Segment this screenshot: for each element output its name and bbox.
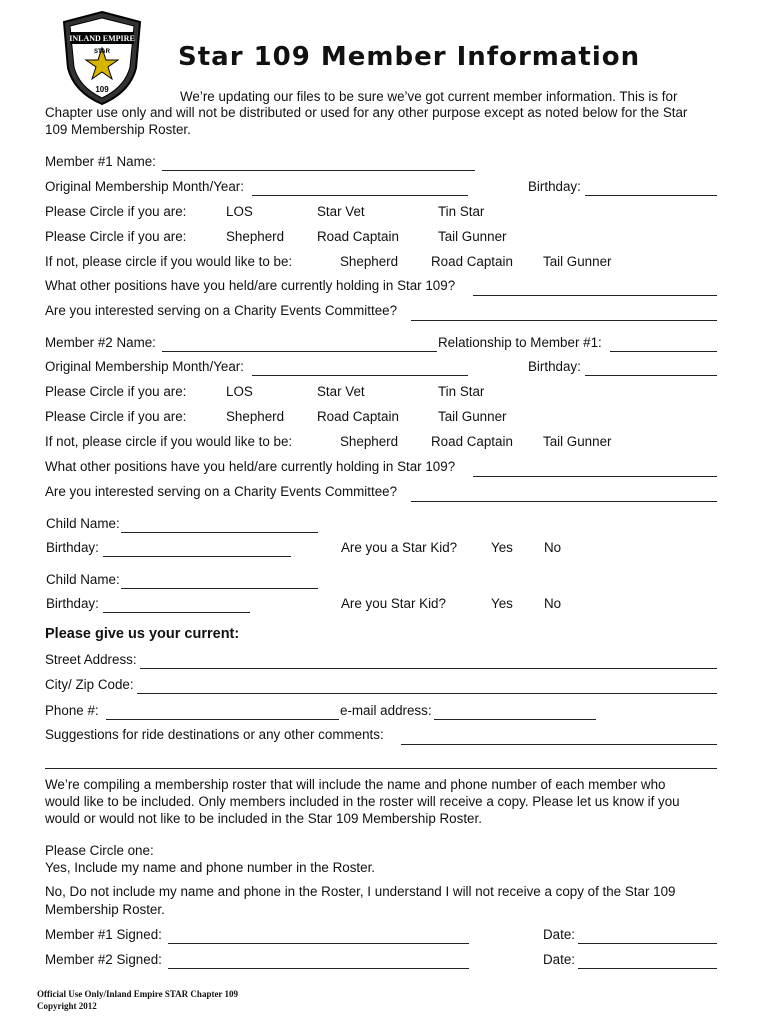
member1-orig-membership-field[interactable]	[252, 195, 468, 196]
phone-label: Phone #:	[45, 703, 99, 718]
suggestions-field-line-1[interactable]	[401, 744, 717, 745]
svg-text:STAR: STAR	[94, 49, 110, 55]
child1-birthday-field[interactable]	[103, 556, 291, 557]
member2-role-tin-star[interactable]: Tin Star	[438, 384, 485, 399]
city-zip-label: City/ Zip Code:	[45, 677, 134, 692]
street-address-field[interactable]	[140, 668, 717, 669]
member1-name-field[interactable]	[162, 170, 475, 171]
child1-star-kid-yes[interactable]: Yes	[491, 540, 513, 555]
intro-line-3: 109 Membership Roster.	[45, 122, 191, 137]
contact-heading: Please give us your current:	[45, 626, 240, 642]
member2-circle-label-2: Please Circle if you are:	[45, 409, 187, 424]
member2-orig-membership-field[interactable]	[252, 375, 468, 376]
child2-star-kid-label: Are you Star Kid?	[341, 596, 446, 611]
member2-name-label: Member #2 Name:	[45, 335, 156, 350]
email-field[interactable]	[434, 719, 596, 720]
member2-date-field[interactable]	[578, 968, 717, 969]
circle-one-label: Please Circle one:	[45, 843, 154, 858]
intro-line-1: We’re updating our files to be sure we’ve got current member information. This is for	[180, 89, 678, 104]
member2-role-los[interactable]: LOS	[226, 384, 253, 399]
member1-date-field[interactable]	[578, 943, 717, 944]
member1-name-label: Member #1 Name:	[45, 154, 156, 169]
member2-circle-label-1: Please Circle if you are:	[45, 384, 187, 399]
member1-wish-tail-gunner[interactable]: Tail Gunner	[543, 254, 612, 269]
member2-wish-road-captain[interactable]: Road Captain	[431, 434, 513, 449]
member2-other-positions-label: What other positions have you held/are currently holding in Star 109?	[45, 459, 456, 474]
chapter-badge-logo	[60, 10, 144, 106]
member1-role-shepherd[interactable]: Shepherd	[226, 229, 285, 244]
member1-birthday-label: Birthday:	[528, 179, 581, 194]
footer-copyright: Copyright 2012	[37, 1001, 97, 1011]
child2-birthday-field[interactable]	[103, 612, 250, 613]
footer-official-use: Official Use Only/Inland Empire STAR Chapter 109	[37, 989, 239, 999]
member1-role-star-vet[interactable]: Star Vet	[317, 204, 365, 219]
member2-if-not-label: If not, please circle if you would like to be:	[45, 434, 293, 449]
member1-date-label: Date:	[543, 927, 576, 942]
phone-field[interactable]	[106, 719, 339, 720]
member1-birthday-field[interactable]	[585, 195, 717, 196]
member2-date-label: Date:	[543, 952, 576, 967]
intro-line-2: Chapter use only and will not be distributed or used for any other purpose except as noted below for the Star	[45, 105, 688, 120]
roster-yes-option[interactable]: Yes, Include my name and phone number in the Roster.	[45, 860, 376, 875]
roster-line-2: would like to be included. Only members included in the roster will receive a copy. Please let us know if you	[45, 794, 680, 809]
member1-role-los[interactable]: LOS	[226, 204, 253, 219]
member1-other-positions-field[interactable]	[473, 295, 717, 296]
child1-star-kid-no[interactable]: No	[544, 540, 562, 555]
child2-name-label: Child Name:	[46, 572, 120, 587]
street-address-label: Street Address:	[45, 652, 137, 667]
member1-signed-label: Member #1 Signed:	[45, 927, 162, 942]
page-title: Star 109 Member Information	[178, 42, 641, 72]
member1-circle-label-2: Please Circle if you are:	[45, 229, 187, 244]
member1-role-road-captain[interactable]: Road Captain	[317, 229, 399, 244]
member2-charity-label: Are you interested serving on a Charity Events Committee?	[45, 484, 398, 499]
member2-role-tail-gunner[interactable]: Tail Gunner	[438, 409, 507, 424]
member1-other-positions-label: What other positions have you held/are currently holding in Star 109?	[45, 278, 456, 293]
child1-name-label: Child Name:	[46, 516, 120, 531]
child2-star-kid-yes[interactable]: Yes	[491, 596, 513, 611]
child2-name-field[interactable]	[121, 588, 318, 589]
member2-orig-membership-label: Original Membership Month/Year:	[45, 359, 244, 374]
suggestions-field-line-2[interactable]	[45, 768, 717, 769]
suggestions-label: Suggestions for ride destinations or any other comments:	[45, 727, 384, 742]
member2-wish-tail-gunner[interactable]: Tail Gunner	[543, 434, 612, 449]
child1-star-kid-label: Are you a Star Kid?	[341, 540, 458, 555]
member2-signature-field[interactable]	[168, 968, 469, 969]
member1-if-not-label: If not, please circle if you would like to be:	[45, 254, 293, 269]
member1-orig-membership-label: Original Membership Month/Year:	[45, 179, 244, 194]
city-zip-field[interactable]	[137, 693, 717, 694]
member1-role-tin-star[interactable]: Tin Star	[438, 204, 485, 219]
child1-name-field[interactable]	[121, 532, 318, 533]
member2-charity-field[interactable]	[411, 501, 717, 502]
member2-other-positions-field[interactable]	[473, 476, 717, 477]
member1-charity-label: Are you interested serving on a Charity Events Committee?	[45, 303, 398, 318]
member2-wish-shepherd[interactable]: Shepherd	[340, 434, 399, 449]
child2-star-kid-no[interactable]: No	[544, 596, 562, 611]
svg-text:INLAND EMPIRE: INLAND EMPIRE	[69, 34, 135, 43]
member2-birthday-label: Birthday:	[528, 359, 581, 374]
member2-relationship-field[interactable]	[610, 351, 717, 352]
member1-charity-field[interactable]	[411, 320, 717, 321]
child2-birthday-label: Birthday:	[46, 596, 99, 611]
member1-wish-road-captain[interactable]: Road Captain	[431, 254, 513, 269]
member1-role-tail-gunner[interactable]: Tail Gunner	[438, 229, 507, 244]
email-label: e-mail address:	[340, 703, 432, 718]
member2-role-shepherd[interactable]: Shepherd	[226, 409, 285, 424]
member2-role-star-vet[interactable]: Star Vet	[317, 384, 365, 399]
member2-birthday-field[interactable]	[585, 375, 717, 376]
member1-signature-field[interactable]	[168, 943, 469, 944]
roster-line-1: We’re compiling a membership roster that will include the name and phone number of each member who	[45, 777, 666, 792]
roster-line-3: would or would not like to be included in the Star 109 Membership Roster.	[45, 811, 482, 826]
member2-signed-label: Member #2 Signed:	[45, 952, 162, 967]
member2-name-field[interactable]	[162, 351, 437, 352]
member1-circle-label-1: Please Circle if you are:	[45, 204, 187, 219]
member2-role-road-captain[interactable]: Road Captain	[317, 409, 399, 424]
roster-no-option-line-1[interactable]: No, Do not include my name and phone in the Roster, I understand I will not receive a copy of the Star 109	[45, 884, 676, 899]
member1-wish-shepherd[interactable]: Shepherd	[340, 254, 399, 269]
svg-text:109: 109	[95, 85, 109, 94]
member2-relationship-label: Relationship to Member #1:	[438, 335, 602, 350]
child1-birthday-label: Birthday:	[46, 540, 99, 555]
roster-no-option-line-2: Membership Roster.	[45, 902, 165, 917]
